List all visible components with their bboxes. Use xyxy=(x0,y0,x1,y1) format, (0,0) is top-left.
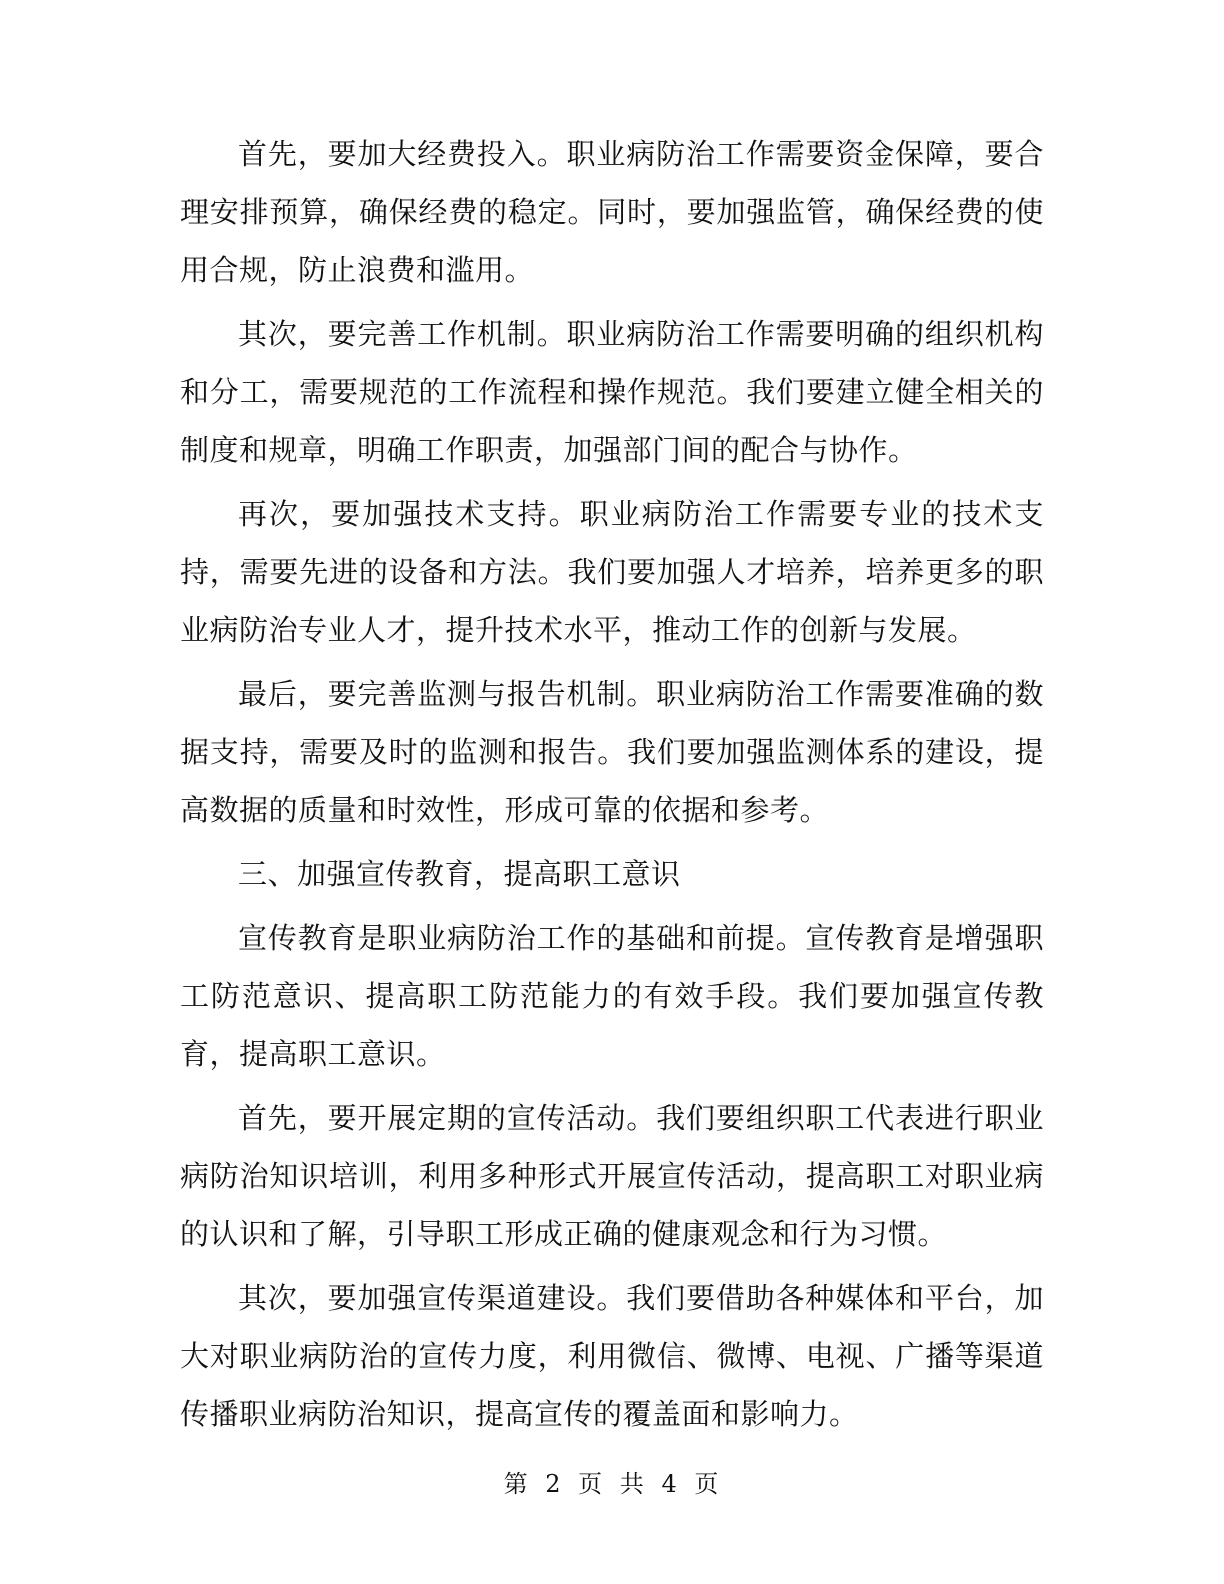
paragraph-funding: 首先，要加大经费投入。职业病防治工作需要资金保障，要合理安排预算，确保经费的稳定。同时，要加强监管，确保经费的使用合规，防止浪费和滥用。 xyxy=(180,137,1044,287)
document-body xyxy=(180,125,1044,1449)
paragraph-activities: 首先，要开展定期的宣传活动。我们要组织职工代表进行职业病防治知识培训，利用多种形式开展宣传活动，提高职工对职业病的认识和了解，引导职工形成正确的健康观念和行为习惯。 xyxy=(180,1101,1044,1251)
paragraph-tech-support: 再次，要加强技术支持。职业病防治工作需要专业的技术支持，需要先进的设备和方法。我们要加强人才培养，培养更多的职业病防治专业人才，提升技术水平，推动工作的创新与发展。 xyxy=(180,497,1044,647)
paragraph-channels: 其次，要加强宣传渠道建设。我们要借助各种媒体和平台，加大对职业病防治的宣传力度，利用微信、微博、电视、广播等渠道传播职业病防治知识，提高宣传的覆盖面和影响力。 xyxy=(180,1281,1044,1431)
page-number-footer: 第 2 页 共 4 页 xyxy=(503,1470,721,1498)
paragraph-monitoring: 最后，要完善监测与报告机制。职业病防治工作需要准确的数据支持，需要及时的监测和报告。我们要加强监测体系的建设，提高数据的质量和时效性，形成可靠的依据和参考。 xyxy=(180,677,1044,827)
section-heading: 三、加强宣传教育，提高职工意识 xyxy=(238,857,681,891)
paragraph-mechanism: 其次，要完善工作机制。职业病防治工作需要明确的组织机构和分工，需要规范的工作流程和操作规范。我们要建立健全相关的制度和规章，明确工作职责，加强部门间的配合与协作。 xyxy=(180,317,1044,467)
paragraph-education-intro: 宣传教育是职业病防治工作的基础和前提。宣传教育是增强职工防范意识、提高职工防范能力的有效手段。我们要加强宣传教育，提高职工意识。 xyxy=(180,921,1044,1071)
